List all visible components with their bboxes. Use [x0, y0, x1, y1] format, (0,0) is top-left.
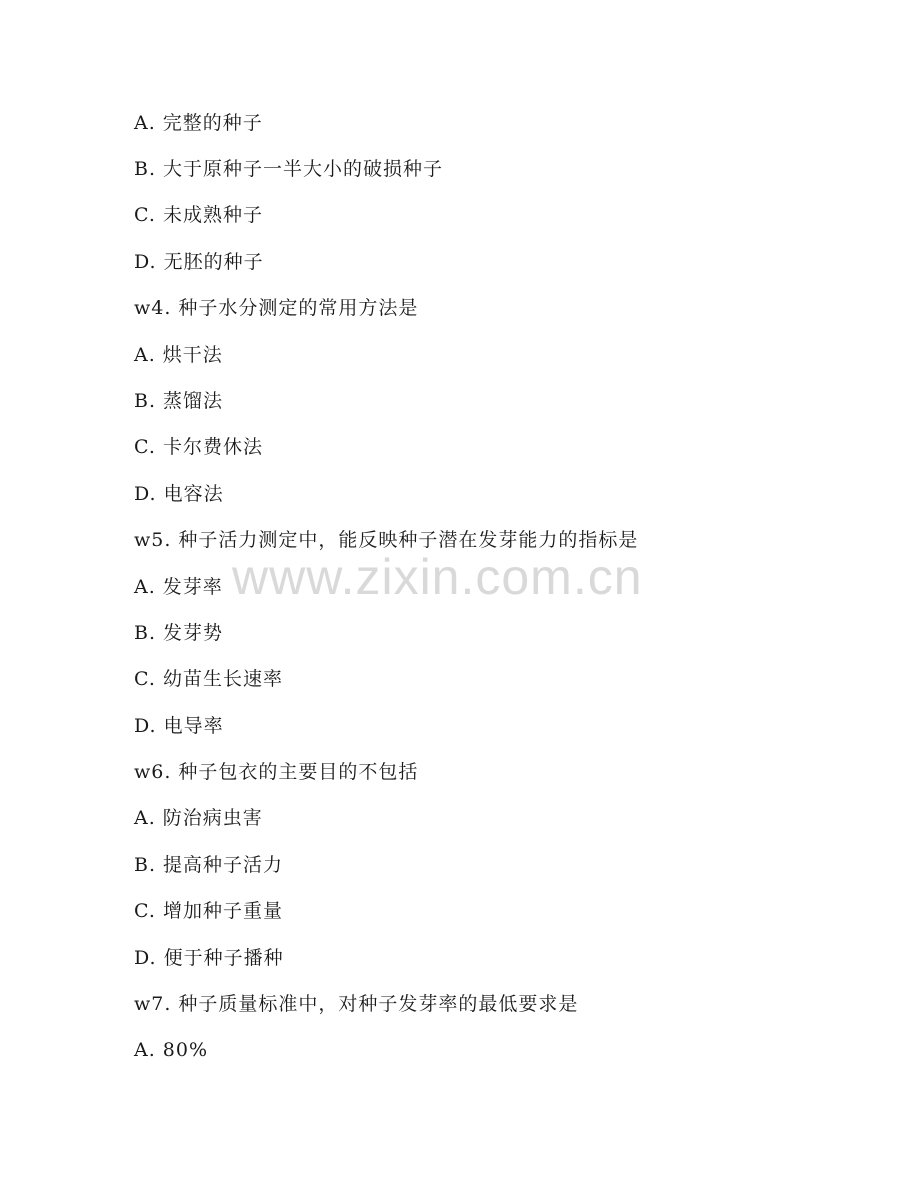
option-line: B. 发芽势 — [134, 622, 224, 644]
option-line: B. 提高种子活力 — [134, 854, 284, 876]
option-line: B. 蒸馏法 — [134, 390, 224, 412]
option-line: C. 卡尔费休法 — [134, 436, 263, 458]
question-line: w7. 种子质量标准中，对种子发芽率的最低要求是 — [134, 993, 579, 1015]
option-line: A. 80% — [134, 1039, 209, 1061]
option-line: A. 防治病虫害 — [134, 807, 263, 829]
option-line: A. 发芽率 — [134, 576, 223, 598]
option-line: C. 增加种子重量 — [134, 900, 283, 922]
question-line: w4. 种子水分测定的常用方法是 — [134, 297, 419, 319]
option-line: C. 幼苗生长速率 — [134, 668, 283, 690]
option-line: D. 电导率 — [134, 715, 224, 737]
watermark: www.zixin.com.cn — [232, 549, 643, 605]
option-line: C. 未成熟种子 — [134, 204, 263, 226]
question-line: w5. 种子活力测定中，能反映种子潜在发芽能力的指标是 — [134, 529, 639, 551]
option-line: D. 无胚的种子 — [134, 251, 264, 273]
option-line: A. 烘干法 — [134, 344, 223, 366]
option-line: D. 便于种子播种 — [134, 947, 284, 969]
option-line: D. 电容法 — [134, 483, 224, 505]
option-line: A. 完整的种子 — [134, 112, 263, 134]
question-line: w6. 种子包衣的主要目的不包括 — [134, 761, 419, 783]
option-line: B. 大于原种子一半大小的破损种子 — [134, 158, 444, 180]
